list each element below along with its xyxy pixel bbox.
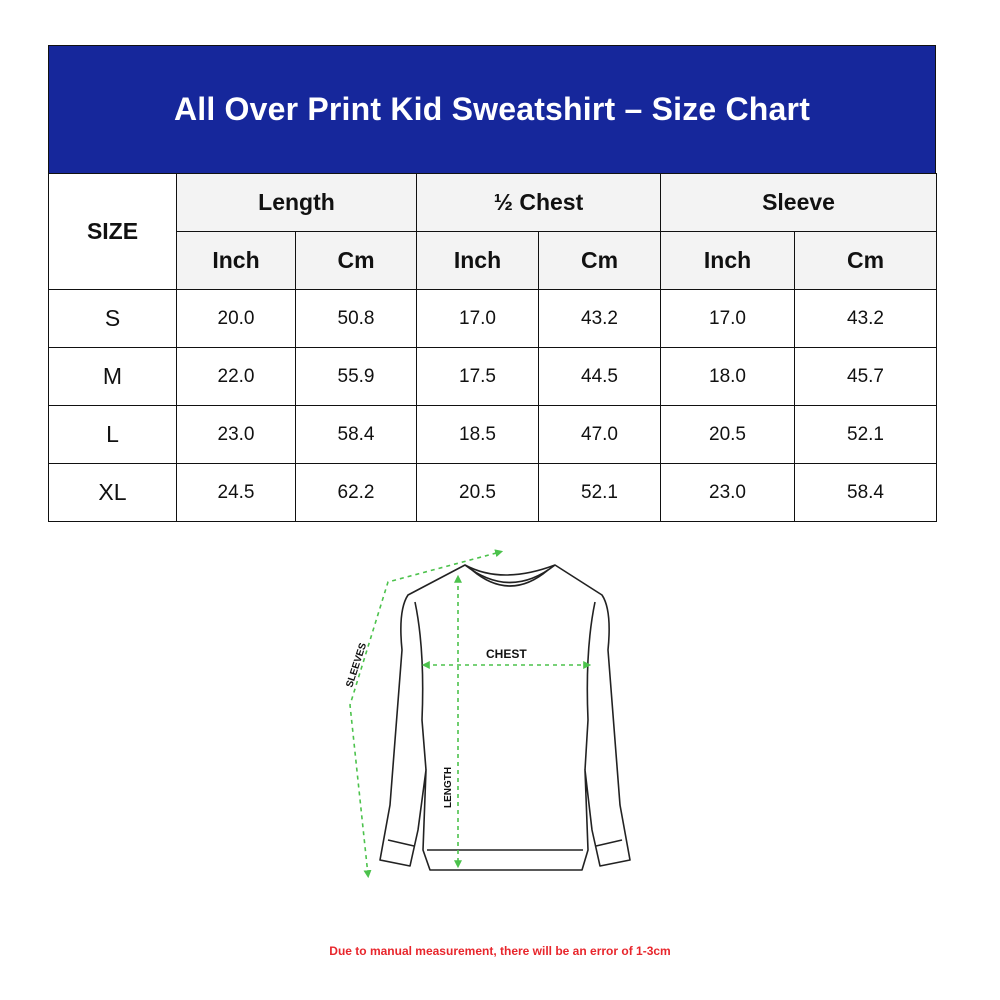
table-row bbox=[49, 348, 937, 406]
unit-header: Inch bbox=[417, 232, 539, 290]
value-cell: 58.4 bbox=[795, 464, 937, 522]
unit-header: Cm bbox=[795, 232, 937, 290]
unit-header: Cm bbox=[539, 232, 661, 290]
size-chart-table bbox=[48, 173, 937, 522]
value-cell: 20.5 bbox=[417, 464, 539, 522]
group-header-row bbox=[49, 174, 937, 232]
value-cell: 58.4 bbox=[296, 406, 417, 464]
table-row bbox=[49, 290, 937, 348]
sweatshirt-outline bbox=[380, 565, 630, 870]
unit-header: Inch bbox=[177, 232, 296, 290]
value-cell: 23.0 bbox=[177, 406, 296, 464]
value-cell: 20.0 bbox=[177, 290, 296, 348]
value-cell: 17.0 bbox=[661, 290, 795, 348]
value-cell: 52.1 bbox=[539, 464, 661, 522]
unit-header: Inch bbox=[661, 232, 795, 290]
chest-label: CHEST bbox=[486, 647, 527, 661]
value-cell: 17.0 bbox=[417, 290, 539, 348]
value-cell: 20.5 bbox=[661, 406, 795, 464]
unit-header: Cm bbox=[296, 232, 417, 290]
measurement-note: Due to manual measurement, there will be an error of 1-3cm bbox=[329, 944, 671, 958]
value-cell: 45.7 bbox=[795, 348, 937, 406]
group-header-chest: ½ Chest bbox=[417, 174, 661, 232]
table-row bbox=[49, 406, 937, 464]
value-cell: 18.5 bbox=[417, 406, 539, 464]
group-header-sleeve: Sleeve bbox=[661, 174, 937, 232]
size-cell: M bbox=[49, 348, 177, 406]
sleeves-label: SLEEVES bbox=[344, 641, 370, 689]
sweatshirt-measurement-diagram bbox=[330, 540, 670, 900]
title-bar bbox=[48, 45, 936, 174]
group-header-length: Length bbox=[177, 174, 417, 232]
size-cell: XL bbox=[49, 464, 177, 522]
size-column-header: SIZE bbox=[49, 174, 177, 290]
size-cell: L bbox=[49, 406, 177, 464]
value-cell: 17.5 bbox=[417, 348, 539, 406]
length-label: LENGTH bbox=[443, 766, 454, 808]
table-row bbox=[49, 464, 937, 522]
value-cell: 18.0 bbox=[661, 348, 795, 406]
value-cell: 23.0 bbox=[661, 464, 795, 522]
value-cell: 43.2 bbox=[795, 290, 937, 348]
page-title: All Over Print Kid Sweatshirt – Size Chart bbox=[173, 91, 811, 127]
value-cell: 43.2 bbox=[539, 290, 661, 348]
value-cell: 50.8 bbox=[296, 290, 417, 348]
value-cell: 24.5 bbox=[177, 464, 296, 522]
value-cell: 22.0 bbox=[177, 348, 296, 406]
value-cell: 47.0 bbox=[539, 406, 661, 464]
value-cell: 52.1 bbox=[795, 406, 937, 464]
value-cell: 55.9 bbox=[296, 348, 417, 406]
value-cell: 44.5 bbox=[539, 348, 661, 406]
value-cell: 62.2 bbox=[296, 464, 417, 522]
size-cell: S bbox=[49, 290, 177, 348]
unit-header-row bbox=[49, 232, 937, 290]
